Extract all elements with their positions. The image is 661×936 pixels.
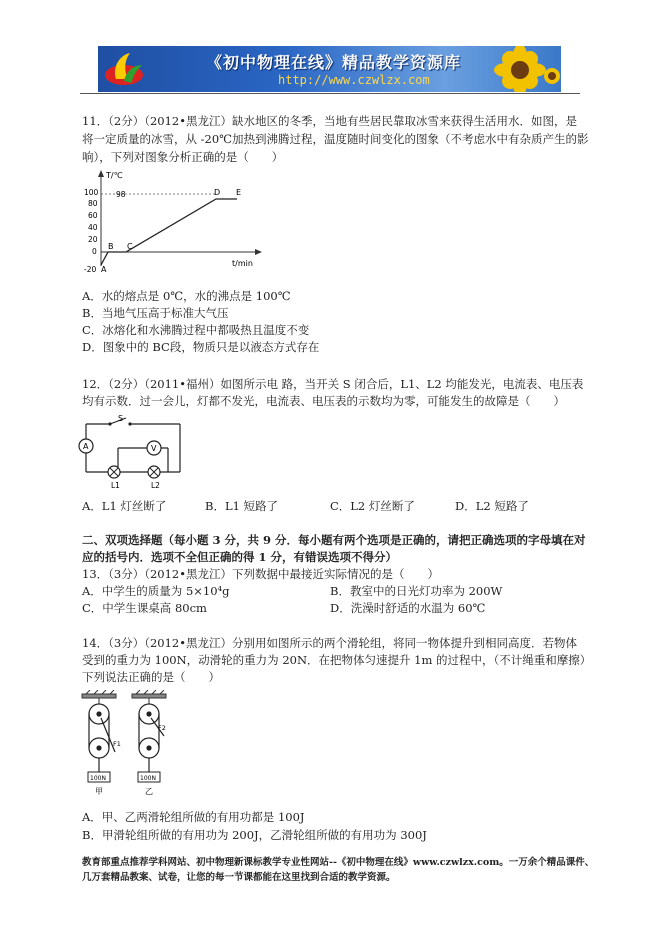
tick-y-0: 0 [92, 247, 97, 256]
q13-option-b: B．教室中的日光灯功率为 200W [330, 584, 503, 598]
tick-y-40: 40 [88, 223, 98, 232]
ammeter-label: A [83, 442, 89, 451]
q11-stem-line1: 11．（2分）（2012•黑龙江）缺水地区的冬季，当地有些居民靠取冰雪来获得生活用水．如图，是 [82, 114, 577, 128]
force-f1-label: F1 [113, 740, 121, 748]
q11-stem-line2: 将一定质量的冰雪，从 -20℃加热到沸腾过程，温度随时间变化的图象（不考虑水中有杂质产生的影 [82, 132, 589, 146]
banner-url[interactable]: http://www.czwlzx.com [278, 73, 430, 87]
site-logo-icon [102, 49, 146, 89]
load-a-label: 100N [90, 775, 106, 782]
q13-option-d: D．洗澡时舒适的水温为 60℃ [330, 601, 486, 615]
header-banner [98, 46, 561, 92]
q14-stem-line1: 14．（3分）（2012•黑龙江）分别用如图所示的两个滑轮组，将同一物体提升到相同高度．若物体 [82, 636, 577, 650]
q11-option-a: A．水的熔点是 0℃，水的沸点是 100℃ [82, 289, 291, 303]
banner-title: 《初中物理在线》精品教学资源库 [206, 53, 462, 72]
q14-stem-line3: 下列说法正确的是（ ） [82, 670, 220, 684]
q11-option-d: D．图象中的 BC段，物质只是以液态方式存在 [82, 340, 320, 354]
tick-y-80: 80 [88, 199, 98, 208]
lamp-l1-label: L1 [111, 481, 120, 490]
force-f2-label: F2 [158, 724, 166, 732]
switch-label: S [118, 414, 124, 423]
pulley-a-caption: 甲 [95, 787, 103, 796]
q11-option-c: C．冰熔化和水沸腾过程中都吸热且温度不变 [82, 323, 310, 337]
tick-y-20: 20 [88, 235, 98, 244]
temperature-time-graph [82, 168, 267, 276]
graph-x-unit: t/min [232, 259, 253, 268]
section2-heading-line1: 二、双项选择题（每小题 3 分，共 9 分．每小题有两个选项是正确的，请把正确选项的字母填在对 [82, 533, 586, 547]
lamp-l2-icon [148, 466, 160, 478]
tick-y-100: 100 [84, 188, 99, 197]
q13-option-a: A．中学生的质量为 5×10⁴g [82, 584, 230, 598]
circuit-diagram [76, 412, 186, 490]
footer-line1: 教育部重点推荐学科网站、初中物理新课标教学专业性网站--《初中物理在线》www.czwlzx.com。一万余个精品课件、 [82, 857, 595, 868]
point-c-label: C [127, 242, 133, 251]
lamp-l2-label: L2 [151, 481, 160, 490]
point-d-label: D [214, 188, 221, 197]
lamp-l1-icon [108, 466, 120, 478]
graph-y-unit: T/℃ [106, 171, 123, 180]
q11-option-b: B．当地气压高于标准大气压 [82, 306, 229, 320]
point-b-label: B [108, 242, 114, 251]
q14-option-a: A．甲、乙两滑轮组所做的有用功都是 100J [82, 810, 305, 824]
section2-heading-line2: 应的括号内．选项不全但正确的得 1 分，有错误选项不得分） [82, 550, 398, 564]
q12-option-c: C．L2 灯丝断了 [330, 499, 415, 513]
point-e-label: E [236, 188, 242, 197]
q13-stem: 13．（3分）（2012•黑龙江）下列数据中最接近实际情况的是（ ） [82, 567, 439, 581]
q12-option-a: A．L1 灯丝断了 [82, 499, 167, 513]
tick-y-60: 60 [88, 211, 98, 220]
q12-option-d: D．L2 短路了 [455, 499, 529, 513]
q11-stem-line3: 响），下列对图象分析正确的是（ ） [82, 150, 284, 164]
header-divider [80, 93, 580, 94]
load-b-label: 100N [140, 775, 156, 782]
footer-line2: 几万套精品教案、试卷，让您的每一节课都能在这里找到合适的教学资源。 [82, 872, 396, 883]
q12-stem-line2: 均有示数．过一会儿，灯都不发光，电流表、电压表的示数均为零，可能发生的故障是（ ） [82, 394, 565, 408]
pulley-system-diagram [80, 690, 170, 798]
tick-y-minus20: -20 [84, 265, 97, 274]
q14-stem-line2: 受到的重力为 100N，动滑轮的重力为 20N．在把物体匀速提升 1m 的过程中，（不计绳重和摩擦） [82, 653, 592, 667]
voltmeter-label: V [151, 444, 157, 453]
q13-option-c: C．中学生课桌高 80cm [82, 601, 207, 615]
mark-98-label: 98 [116, 190, 126, 199]
q12-stem-line1: 12．（2分）（2011•福州）如图所示电 路，当开关 S 闭合后，L1、L2 均能发光，电流表、电压表 [82, 377, 584, 391]
q12-option-b: B．L1 短路了 [205, 499, 279, 513]
pulley-b-caption: 乙 [145, 787, 153, 796]
point-a-label: A [101, 265, 107, 274]
q14-option-b: B．甲滑轮组所做的有用功为 200J，乙滑轮组所做的有用功为 300J [82, 828, 427, 842]
sunflower-icon [478, 46, 561, 92]
